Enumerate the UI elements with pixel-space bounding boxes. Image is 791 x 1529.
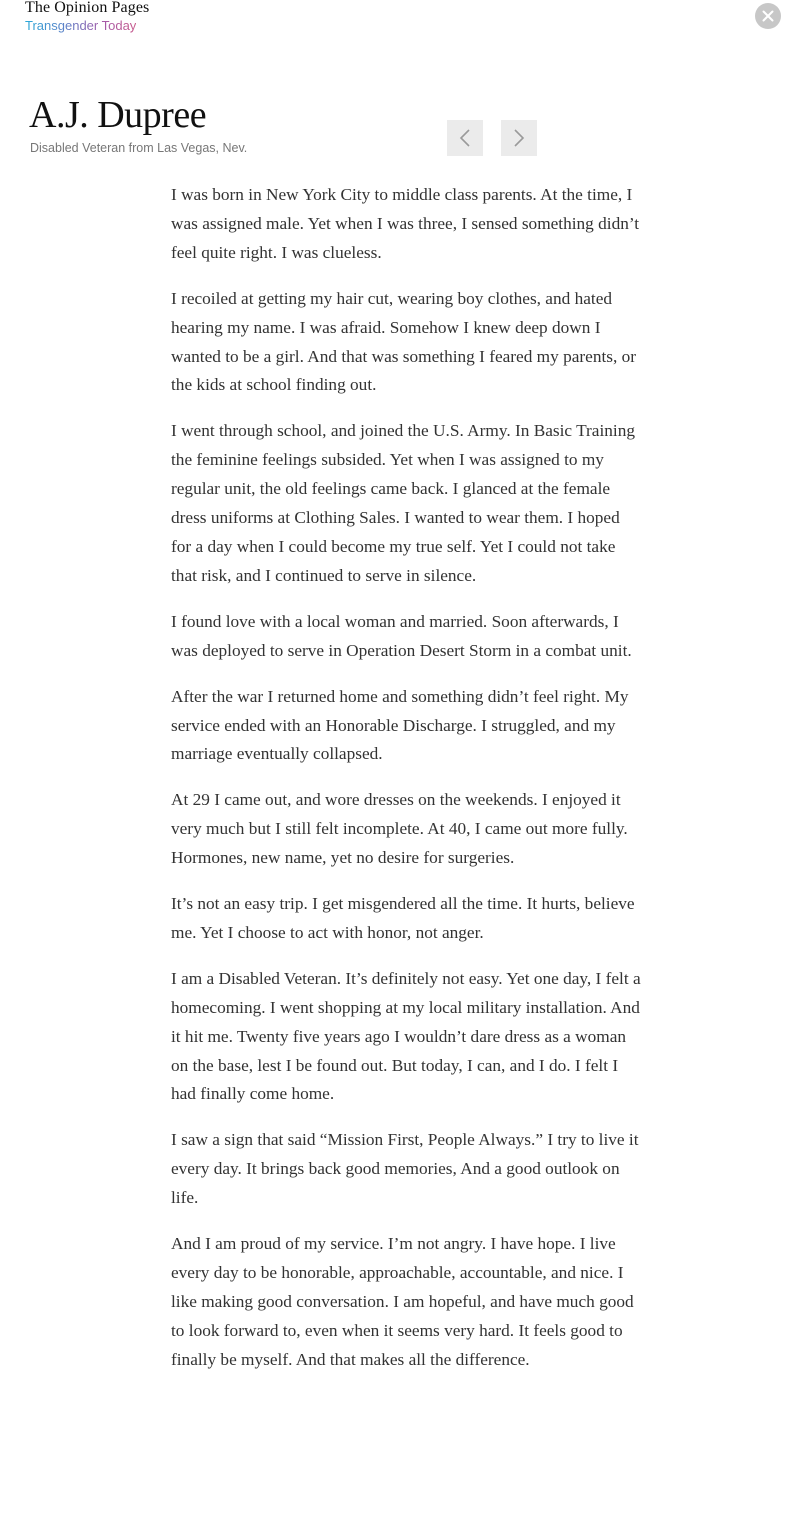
story-paragraph: I saw a sign that said “Mission First, People Always.” I try to live it every day. It brings back good memories, And a good outlook on life. [171,1130,639,1208]
story-paragraph: After the war I returned home and something didn’t feel right. My service ended with an Honorable Discharge. I struggled, and my marriage eventually collapsed. [171,686,629,764]
story-body [171,181,641,1392]
next-story-button[interactable] [501,120,537,156]
story-paragraph: I found love with a local woman and married. Soon afterwards, I was deployed to serve in Operation Desert Storm in a combat unit. [171,611,632,660]
story-paragraph: At 29 I came out, and wore dresses on the weekends. I enjoyed it very much but I still felt incomplete. At 40, I came out more fully. Hormones, new name, yet no desire for surgeries. [171,790,628,868]
story-paragraph: And I am proud of my service. I’m not angry. I have hope. I live every day to be honorable, approachable, accountable, and nice. I like making good conversation. I am hopeful, and have much good to look forward to, even when it seems very hard. It feels good to finally be myself. And that makes all the difference. [171,1234,634,1369]
series-title[interactable]: Transgender Today [25,18,137,33]
author-description: Disabled Veteran from Las Vegas, Nev. [30,141,248,155]
story-paragraph: I went through school, and joined the U.S. Army. In Basic Training the feminine feelings subsided. Yet when I was assigned to my regular unit, the old feelings came back. I glanced at the female dress uniforms at Clothing Sales. I wanted to wear them. I hoped for a day when I could become my true self. Yet I could not take that risk, and I continued to serve in silence. [171,421,635,585]
close-button[interactable] [755,3,781,29]
masthead [25,0,149,35]
story-paragraph: I am a Disabled Veteran. It’s definitely not easy. Yet one day, I felt a homecoming. I went shopping at my local military installation. And it hit me. Twenty five years ago I wouldn’t dare dress as a woman on the base, lest I be found out. But today, I can, and I do. I felt I had finally come home. [171,968,641,1104]
story-paragraph: I was born in New York City to middle class parents. At the time, I was assigned male. Yet when I was three, I sensed something didn’t feel quite right. I was clueless. [171,185,640,262]
previous-story-button[interactable] [447,120,483,156]
close-icon [762,10,774,22]
author-name: A.J. Dupree [29,94,207,136]
chevron-right-icon [512,129,526,147]
section-title[interactable]: The Opinion Pages [25,0,150,16]
chevron-left-icon [458,129,472,147]
story-paragraph: I recoiled at getting my hair cut, wearing boy clothes, and hated hearing my name. I was afraid. Somehow I knew deep down I wanted to be a girl. And that was something I feared my parents, or the kids at school finding out. [171,288,637,395]
story-paragraph: It’s not an easy trip. I get misgendered all the time. It hurts, believe me. Yet I choose to act with honor, not anger. [171,894,635,942]
